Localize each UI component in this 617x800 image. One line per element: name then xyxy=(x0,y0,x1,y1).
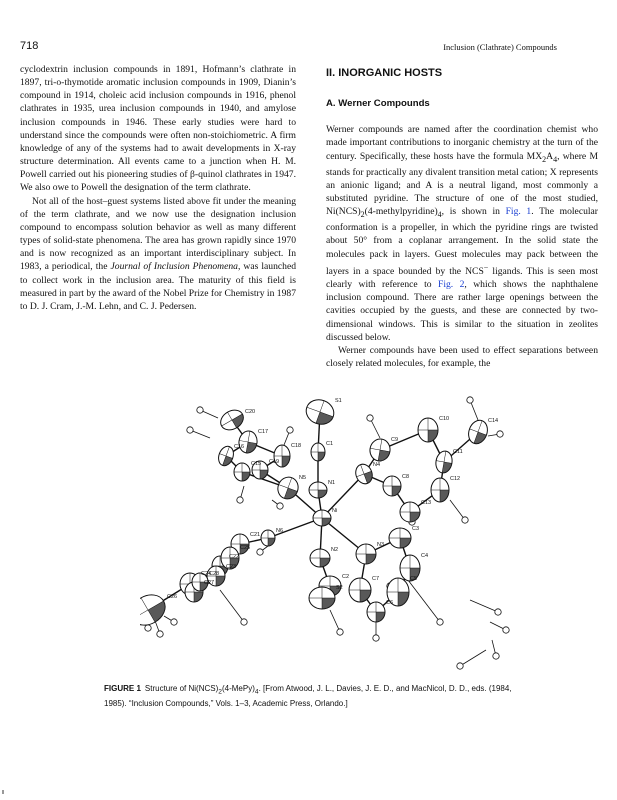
atom-c20 xyxy=(217,406,247,434)
right-p1-sub-1: 2 xyxy=(542,154,547,164)
hydrogen-bond-18 xyxy=(470,600,498,612)
right-p1-text-c: , where M stands for practically any divalent transition metal cation; X represents an anionic ligand; and A is a neutral ligand, most commonly a substituted pyridine. The structure of one of the most studied, Ni(NCS) xyxy=(326,150,598,218)
caption-label: FIGURE 1 xyxy=(104,684,141,693)
atom-c17 xyxy=(237,430,259,455)
figure-caption xyxy=(104,683,534,709)
atom-c1 xyxy=(311,443,325,461)
atom-label-c4: C4 xyxy=(421,553,429,559)
atom-label-c3: C3 xyxy=(412,526,420,532)
atom-n1 xyxy=(309,482,327,498)
hydrogen-bond-14 xyxy=(330,610,340,632)
atom-label-c25: C25 xyxy=(240,545,251,551)
hydrogen-atom xyxy=(457,663,463,669)
atom-label-c5: C5 xyxy=(410,576,418,582)
hydrogen-atom xyxy=(287,427,293,433)
right-paragraph-2: Werner compounds have been used to effect separations between closely related molecules, for example, the xyxy=(326,344,598,369)
right-paragraph-1 xyxy=(326,123,598,344)
caption-text-c: . [From Atwood, J. L., Davies, J. E. D., and MacNicol, D. D., eds. (1984, 1985). “Inclusion Compounds,” Vols. 1–3, Academic Press, Orlando.] xyxy=(104,684,512,708)
bonds xyxy=(148,400,506,666)
atom-c26 xyxy=(140,589,171,631)
margin-mark xyxy=(2,790,4,794)
left-column xyxy=(20,63,296,313)
atom-label-c8: C8 xyxy=(402,474,410,480)
atom-label-c27: C27 xyxy=(204,580,215,586)
right-p1-text-b: A xyxy=(546,150,554,162)
atom-label-c20: C20 xyxy=(245,409,256,415)
atom-label-c18: C18 xyxy=(291,443,302,449)
atom-label-n5: N5 xyxy=(299,475,307,481)
atom-label-n3: N3 xyxy=(377,542,385,548)
caption-sub-1: 2 xyxy=(218,688,222,696)
atom-ni xyxy=(313,510,331,526)
atom-c10 xyxy=(418,418,438,442)
atom-label-c17: C17 xyxy=(258,429,269,435)
section-heading: II. INORGANIC HOSTS xyxy=(326,67,443,79)
right-p1-text-h: , which shows the naphthalene inclusion compound. There are rather large openings between the cavities occupied by the guests, and these are connected by two-dimensional windows. This is similar to the situation in zeolites discussed below. xyxy=(326,279,598,343)
atom-label-c19: C19 xyxy=(269,459,280,465)
atom-c16 xyxy=(216,444,236,468)
atom-label-c26: C26 xyxy=(167,594,178,600)
journal-title: Journal of Inclusion Phenomena xyxy=(110,261,238,273)
atom-c11 xyxy=(434,450,454,474)
atom-label-c12: C12 xyxy=(450,476,461,482)
atom-s1 xyxy=(303,396,338,428)
atom-label-c9: C9 xyxy=(391,437,399,443)
hydrogen-atom xyxy=(157,631,163,637)
left-paragraph-2-text-a: Not all of the host–guest systems listed above fit under the meaning of the term clathrate, and we now use the designation inclusion compound to encompass solution behavior as well as many different types of solid-state phenomena. The area has grown rapidly since 1970 and is now recognized as an important interdisciplinary subject. In 1983, a periodical, the xyxy=(20,195,296,273)
atom-c13 xyxy=(400,502,420,522)
atom-label-s2: S2 xyxy=(336,585,343,591)
atoms xyxy=(140,396,509,669)
left-paragraph-2-text-b: , was launched to collect work in the inclusion area. The maturity of this field is measured in part by the award of the Nobel Prize for Chemistry in 1987 to D. J. Cram, J.-M. Lehn, and C. J. Pedersen. xyxy=(20,261,297,312)
hydrogen-atom xyxy=(237,497,243,503)
caption-text-b: (4-MePy) xyxy=(221,684,255,693)
hydrogen-bond-22 xyxy=(220,590,244,622)
hydrogen-atom xyxy=(277,503,283,509)
atom-label-c22: C22 xyxy=(229,554,240,560)
atom-label-c23: C23 xyxy=(226,564,237,570)
hydrogen-atom xyxy=(241,619,247,625)
atom-label-c10: C10 xyxy=(439,416,450,422)
hydrogen-atom xyxy=(493,653,499,659)
hydrogen-atom xyxy=(373,635,379,641)
atom-c6 xyxy=(367,602,385,622)
hydrogen-atom xyxy=(257,549,263,555)
hydrogen-bond-8 xyxy=(450,500,465,520)
subsection-heading: A. Werner Compounds xyxy=(326,98,430,110)
atom-label-c21: C21 xyxy=(250,532,261,538)
atom-label-c6: C6 xyxy=(386,600,394,606)
right-p1-sub-2: 4 xyxy=(553,154,558,164)
atom-n2 xyxy=(310,549,330,567)
atom-label-c28: C28 xyxy=(209,571,220,577)
atom-label-c11: C11 xyxy=(453,449,463,455)
atom-labels xyxy=(167,398,498,606)
atom-c12 xyxy=(431,478,449,502)
right-p1-text-e: , is shown in xyxy=(441,206,506,218)
figure-1 xyxy=(140,390,530,680)
right-p1-text-g: ligands. This is seen most clearly with reference to xyxy=(326,265,598,291)
atom-label-s1: S1 xyxy=(335,398,342,404)
hydrogen-atom xyxy=(337,629,343,635)
molecular-structure-diagram xyxy=(140,390,530,680)
hydrogen-atom xyxy=(187,427,193,433)
hydrogen-bond-19 xyxy=(460,650,486,666)
atom-label-c16: C16 xyxy=(234,444,245,450)
right-p1-sup: − xyxy=(483,262,489,272)
atom-label-n2: N2 xyxy=(331,547,339,553)
atom-label-n6: N6 xyxy=(276,528,284,534)
right-p1-sub-3: 2 xyxy=(360,210,365,220)
caption-sub-2: 4 xyxy=(254,688,259,696)
atom-c8 xyxy=(383,476,401,496)
atom-label-c15: C15 xyxy=(251,461,262,467)
page-number: 718 xyxy=(20,40,39,52)
atom-n3 xyxy=(356,544,376,564)
atom-label-c7: C7 xyxy=(372,576,380,582)
hydrogen-bond-17 xyxy=(408,580,440,622)
caption-text-a: Structure of Ni(NCS) xyxy=(144,684,219,693)
atom-c15 xyxy=(234,463,250,481)
atom-c14 xyxy=(465,418,490,447)
hydrogen-atom xyxy=(462,517,468,523)
hydrogen-atom xyxy=(171,619,177,625)
hydrogen-atom xyxy=(145,625,151,631)
hydrogen-atom xyxy=(367,415,373,421)
atom-label-c1: C1 xyxy=(326,441,334,447)
atom-label-n1: N1 xyxy=(328,480,336,486)
hydrogen-atom xyxy=(495,609,501,615)
fig-2-link[interactable]: Fig. 2 xyxy=(437,279,465,291)
right-p1-text-f: . The molecular conformation is a propeller, in which the pyridine rings are twisted about 50° from a coplanar arrangement. In the solid state the molecules pack in layers. Guest molecules may pack between the layers in a space bounded by the NCS xyxy=(326,206,598,277)
right-p1-text-a: Werner compounds are named after the coordination chemist who made important contributions to inorganic chemistry at the turn of the century. Specifically, these hosts have the formula MX xyxy=(326,124,598,162)
hydrogen-atom xyxy=(497,431,503,437)
atom-label-c24: C24 xyxy=(201,571,212,577)
atom-n6 xyxy=(261,530,275,546)
hydrogen-atom xyxy=(467,397,473,403)
atom-label-c13: C13 xyxy=(421,500,432,506)
atom-c3 xyxy=(389,528,411,548)
atom-n5 xyxy=(275,474,301,502)
right-p1-sub-4: 4 xyxy=(437,210,442,220)
atom-c9 xyxy=(368,437,392,462)
left-paragraph-2 xyxy=(20,195,296,313)
right-column xyxy=(326,63,598,370)
atom-label-ni: Ni xyxy=(332,508,338,514)
atom-label-n4: N4 xyxy=(373,462,381,468)
running-head: Inclusion (Clathrate) Compounds xyxy=(443,42,557,52)
left-paragraph-1: cyclodextrin inclusion compounds in 1891, Hofmann’s clathrate in 1897, tri-o-thymotide aromatic inclusion compounds in 1909, Dianin’s compound in 1914, choleic acid inclusion compounds in 1916, phenol clathrates in 1935, urea inclusion compounds in 1940, and amylose inclusion compounds in 1946. These early studies were hard to understand since the compounds were often non-stoichiometric. A firm knowledge of any of the systems had to await developments in X-ray structure determination. All events came to a junction when H. M. Powell carried out his pioneering studies of β-quinol clathrates in 1947. We also owe to Powell the designation of the term clathrate. xyxy=(20,64,296,194)
atom-label-c2: C2 xyxy=(342,574,350,580)
hydrogen-atom xyxy=(437,619,443,625)
right-p1-text-d: (4-methylpyridine) xyxy=(364,206,438,218)
fig-1-link[interactable]: Fig. 1 xyxy=(505,206,532,218)
hydrogen-atom xyxy=(197,407,203,413)
atom-s2 xyxy=(309,587,335,609)
hydrogen-atom xyxy=(503,627,509,633)
atom-c7 xyxy=(349,578,371,602)
atom-label-c14: C14 xyxy=(488,418,499,424)
